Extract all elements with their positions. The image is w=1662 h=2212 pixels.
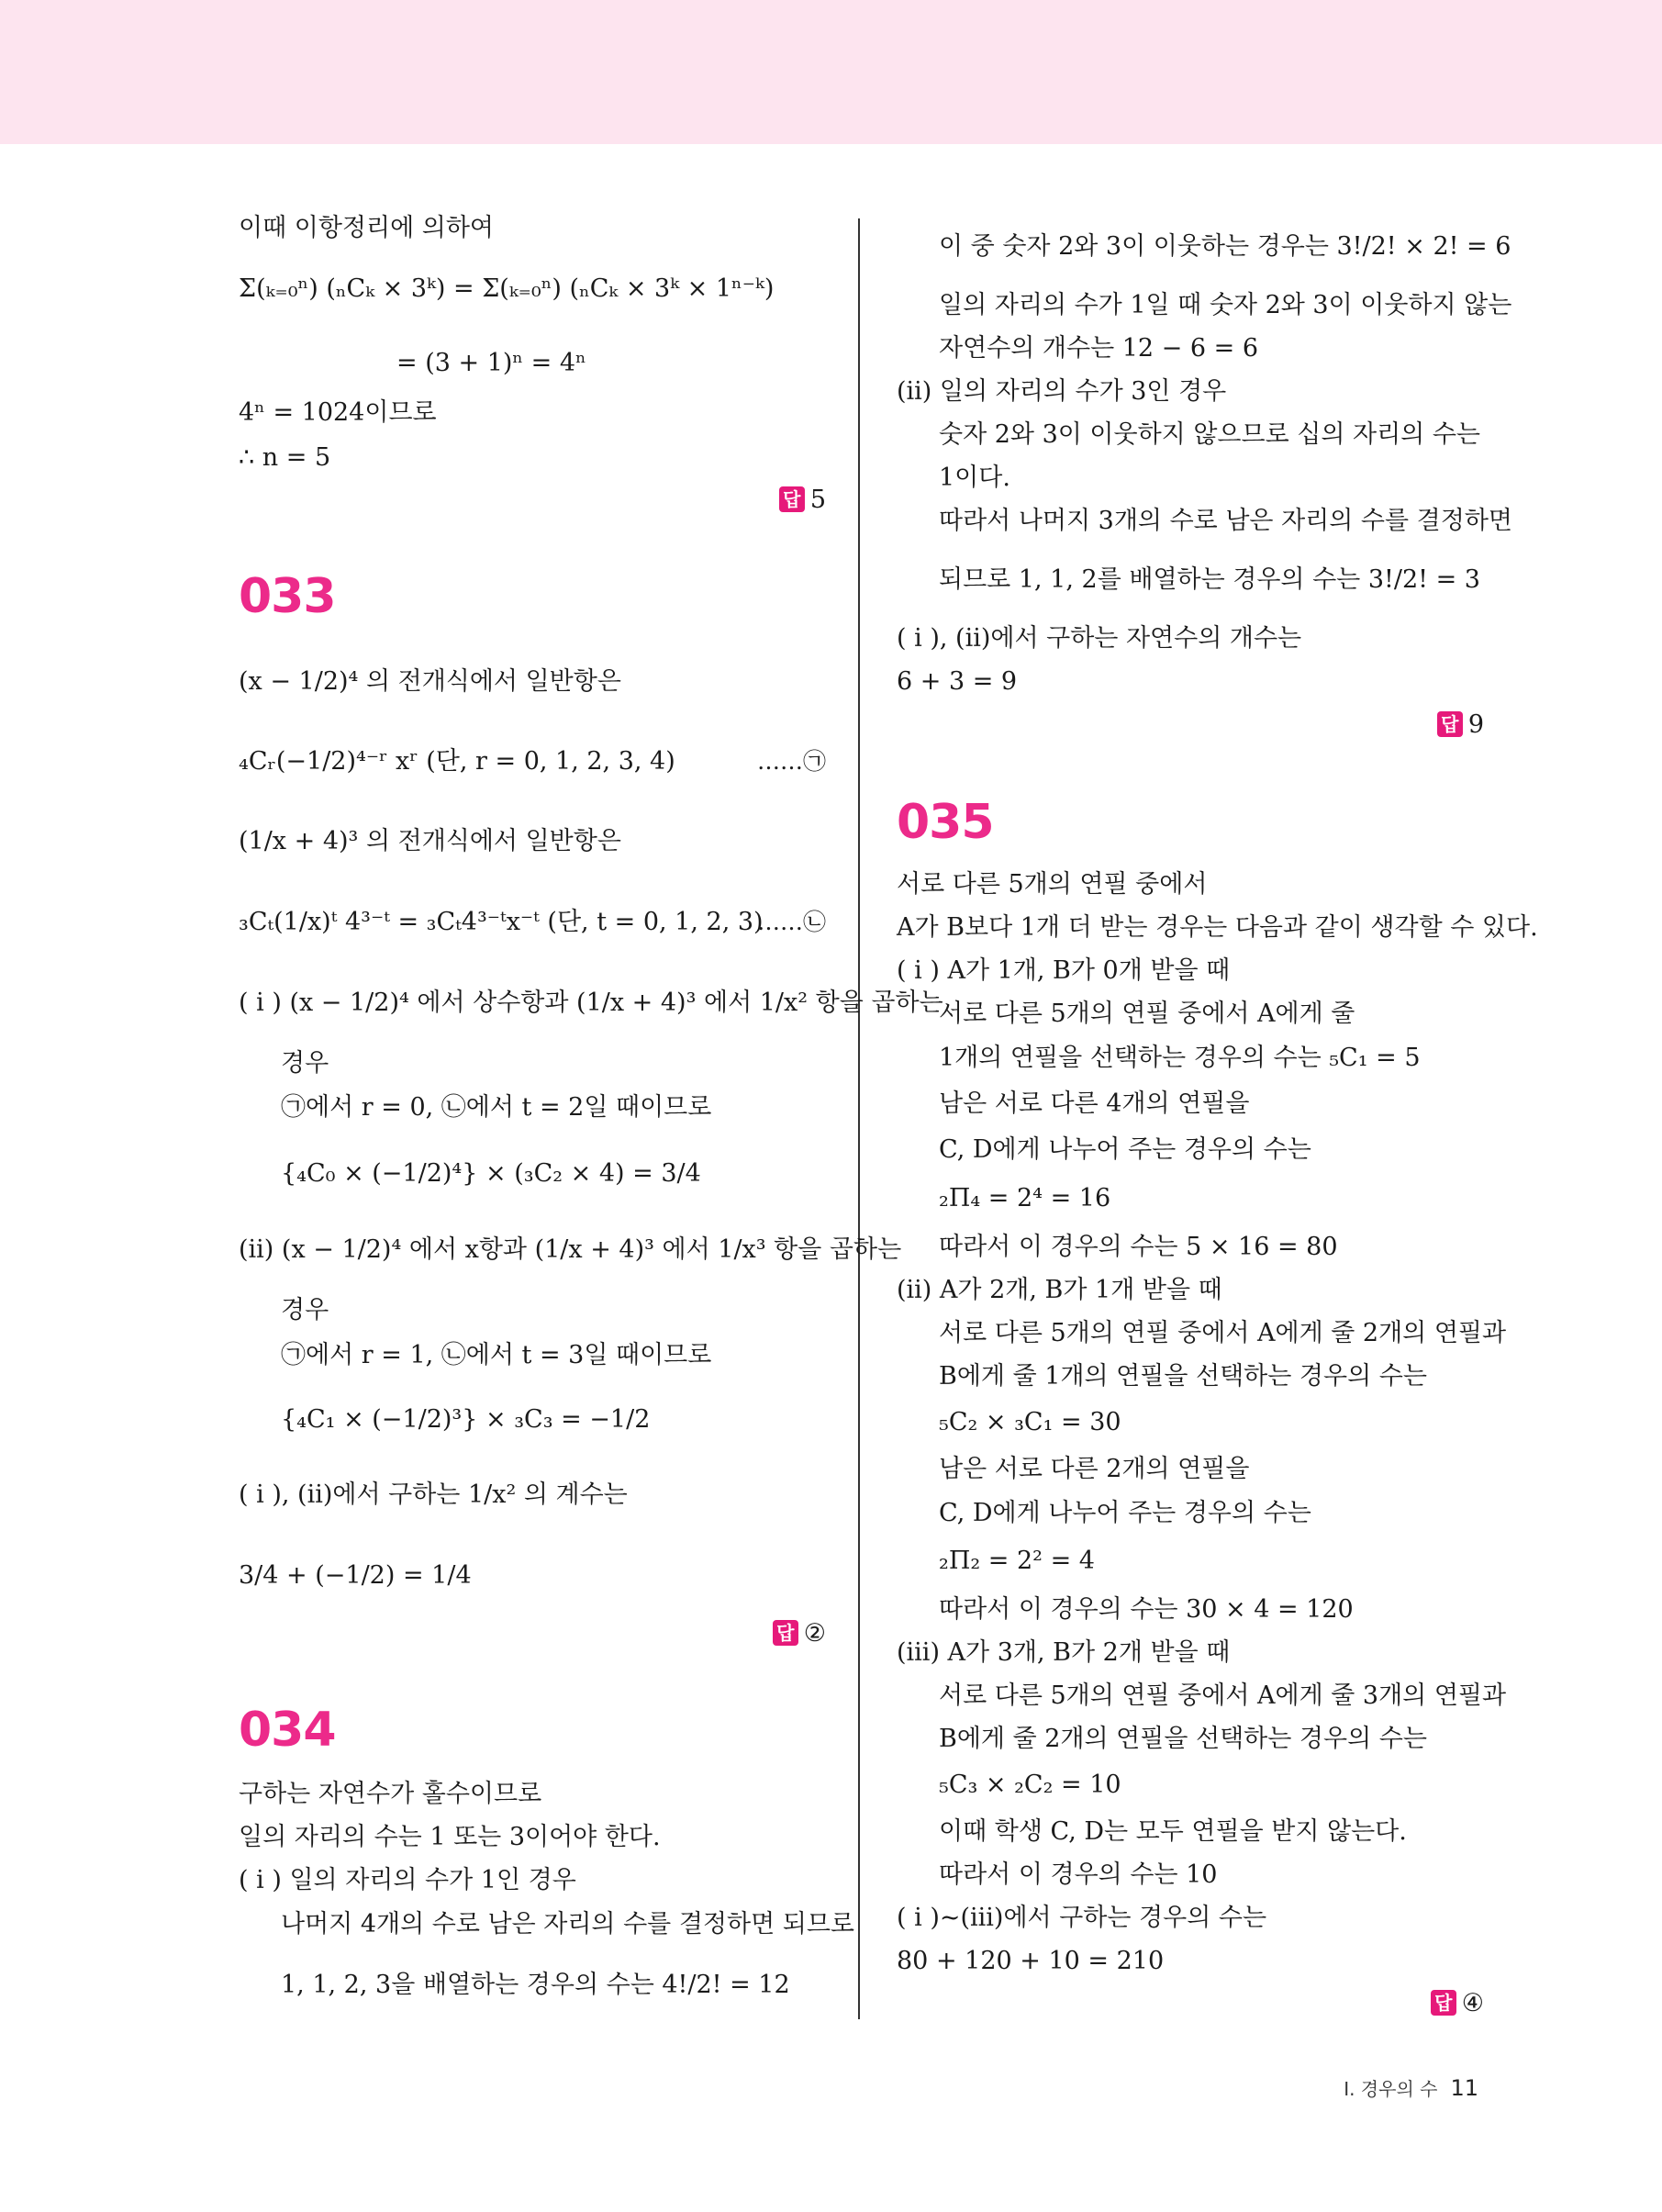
text-line: 남은 서로 다른 2개의 연필을 — [939, 1455, 1250, 1483]
answer-badge: 답 — [779, 486, 805, 512]
equation-marker: ……㉡ — [756, 909, 826, 935]
equation-marker: ……㉠ — [756, 748, 826, 775]
text-line: 1이다. — [939, 464, 1010, 492]
equation-line: 3/4 + (−1/2) = 1/4 — [239, 1561, 472, 1590]
case-line: ( i ) 일의 자리의 수가 1인 경우 — [239, 1866, 576, 1894]
text-line: ( i )~(iii)에서 구하는 경우의 수는 — [897, 1904, 1267, 1932]
answer-035 — [1431, 1988, 1484, 2019]
text-line: 따라서 이 경우의 수는 5 × 16 = 80 — [939, 1233, 1338, 1261]
case-line: (ii) (x − 1/2)⁴ 에서 x항과 (1/x + 4)³ 에서 1/x³ 항을 곱하는 — [239, 1235, 902, 1264]
text-line: 서로 다른 5개의 연필 중에서 A에게 줄 — [939, 1000, 1355, 1028]
column-divider — [858, 218, 860, 2019]
text-line: 남은 서로 다른 4개의 연필을 — [939, 1089, 1250, 1118]
answer-badge: 답 — [1431, 1990, 1456, 2016]
text-line: 서로 다른 5개의 연필 중에서 A에게 줄 3개의 연필과 — [939, 1681, 1507, 1710]
case-line: 경우 — [281, 1296, 329, 1324]
text-line: B에게 줄 1개의 연필을 선택하는 경우의 수는 — [939, 1362, 1427, 1391]
equation-line: ₄Cᵣ(−1/2)⁴⁻ʳ xʳ (단, r = 0, 1, 2, 3, 4) — [239, 747, 675, 776]
text-line: 일의 자리의 수가 1일 때 숫자 2와 3이 이웃하지 않는 — [939, 291, 1512, 319]
text-line: 서로 다른 5개의 연필 중에서 — [897, 870, 1208, 899]
answer-value: 5 — [809, 486, 826, 514]
text-line: C, D에게 나누어 주는 경우의 수는 — [939, 1499, 1311, 1527]
text-line: ( i ), (ii)에서 구하는 1/x² 의 계수는 — [239, 1480, 628, 1509]
equation-line: 6 + 3 = 9 — [897, 667, 1018, 696]
text-line: C, D에게 나누어 주는 경우의 수는 — [939, 1135, 1311, 1164]
equation-line: 4ⁿ = 1024이므로 — [239, 398, 437, 427]
equation-line: ₂Π₄ = 2⁴ = 16 — [939, 1184, 1111, 1212]
text-line: 따라서 나머지 3개의 수로 남은 자리의 수를 결정하면 — [939, 507, 1512, 535]
equation-line: 1개의 연필을 선택하는 경우의 수는 ₅C₁ = 5 — [939, 1044, 1421, 1072]
text-line: B에게 줄 2개의 연필을 선택하는 경우의 수는 — [939, 1725, 1427, 1753]
text-line: ( i ), (ii)에서 구하는 자연수의 개수는 — [897, 624, 1302, 653]
equation-line: 이 중 숫자 2와 3이 이웃하는 경우는 3!/2! × 2! = 6 — [939, 232, 1511, 261]
text-line: 이때 학생 C, D는 모두 연필을 받지 않는다. — [939, 1817, 1407, 1846]
equation-line: 되므로 1, 1, 2를 배열하는 경우의 수는 3!/2! = 3 — [939, 565, 1480, 594]
equation-line: ₅C₂ × ₃C₁ = 30 — [939, 1408, 1121, 1436]
answer-033 — [773, 1618, 826, 1649]
text-line: 자연수의 개수는 12 − 6 = 6 — [939, 334, 1259, 363]
equation-line: ₃Cₜ(1/x)ᵗ 4³⁻ᵗ = ₃Cₜ4³⁻ᵗx⁻ᵗ (단, t = 0, 1, 2, 3) — [239, 908, 764, 936]
equation-line: ∴ n = 5 — [239, 443, 331, 472]
answer-032 — [779, 485, 826, 516]
answer-034 — [1437, 709, 1484, 741]
header-band — [0, 0, 1662, 144]
case-line: (ii) 일의 자리의 수가 3인 경우 — [897, 377, 1227, 406]
text-line: A가 B보다 1개 더 받는 경우는 다음과 같이 생각할 수 있다. — [897, 913, 1538, 942]
equation-line: 80 + 120 + 10 = 210 — [897, 1947, 1165, 1975]
equation-line: = (3 + 1)ⁿ = 4ⁿ — [396, 349, 586, 377]
equation-line: Σ(ₖ₌₀ⁿ) (ₙCₖ × 3ᵏ) = Σ(ₖ₌₀ⁿ) (ₙCₖ × 3ᵏ × 1ⁿ⁻ᵏ) — [239, 274, 775, 303]
question-number-033: 033 — [239, 569, 336, 624]
equation-line: (1/x + 4)³ 의 전개식에서 일반항은 — [239, 827, 621, 855]
case-line: (iii) A가 3개, B가 2개 받을 때 — [897, 1638, 1231, 1667]
answer-value: ④ — [1461, 1989, 1484, 2017]
text-line: 일의 자리의 수는 1 또는 3이어야 한다. — [239, 1823, 661, 1851]
page-number: 11 — [1450, 2075, 1478, 2101]
answer-value: ② — [803, 1619, 826, 1648]
case-line: ㉠에서 r = 1, ㉡에서 t = 3일 때이므로 — [281, 1341, 712, 1369]
answer-badge: 답 — [773, 1620, 798, 1646]
question-number-035: 035 — [897, 795, 994, 850]
equation-line: (x − 1/2)⁴ 의 전개식에서 일반항은 — [239, 667, 621, 696]
text-line: 나머지 4개의 수로 남은 자리의 수를 결정하면 되므로 — [281, 1910, 854, 1938]
equation-line: {₄C₀ × (−1/2)⁴} × (₃C₂ × 4) = 3/4 — [281, 1159, 701, 1188]
page-footer — [1344, 2074, 1478, 2101]
equation-line: {₄C₁ × (−1/2)³} × ₃C₃ = −1/2 — [281, 1405, 651, 1434]
question-number-034: 034 — [239, 1703, 336, 1758]
text-line: 따라서 이 경우의 수는 30 × 4 = 120 — [939, 1595, 1354, 1624]
answer-value: 9 — [1467, 710, 1484, 739]
equation-line: 1, 1, 2, 3을 배열하는 경우의 수는 4!/2! = 12 — [281, 1971, 790, 1999]
answer-badge: 답 — [1437, 711, 1463, 737]
text-line: 이때 이항정리에 의하여 — [239, 214, 494, 242]
equation-line: ₅C₃ × ₂C₂ = 10 — [939, 1771, 1121, 1799]
case-line: 경우 — [281, 1049, 329, 1078]
case-line: ( i ) (x − 1/2)⁴ 에서 상수항과 (1/x + 4)³ 에서 1/x² 항을 곱하는 — [239, 989, 943, 1017]
case-line: (ii) A가 2개, B가 1개 받을 때 — [897, 1276, 1222, 1304]
case-line: ㉠에서 r = 0, ㉡에서 t = 2일 때이므로 — [281, 1093, 712, 1122]
text-line: 구하는 자연수가 홀수이므로 — [239, 1780, 542, 1808]
footer-section: Ⅰ. 경우의 수 — [1344, 2078, 1438, 2100]
text-line: 따라서 이 경우의 수는 10 — [939, 1860, 1218, 1889]
case-line: ( i ) A가 1개, B가 0개 받을 때 — [897, 956, 1231, 985]
equation-line: ₂Π₂ = 2² = 4 — [939, 1547, 1095, 1575]
text-line: 숫자 2와 3이 이웃하지 않으므로 십의 자리의 수는 — [939, 420, 1480, 449]
text-line: 서로 다른 5개의 연필 중에서 A에게 줄 2개의 연필과 — [939, 1319, 1507, 1347]
